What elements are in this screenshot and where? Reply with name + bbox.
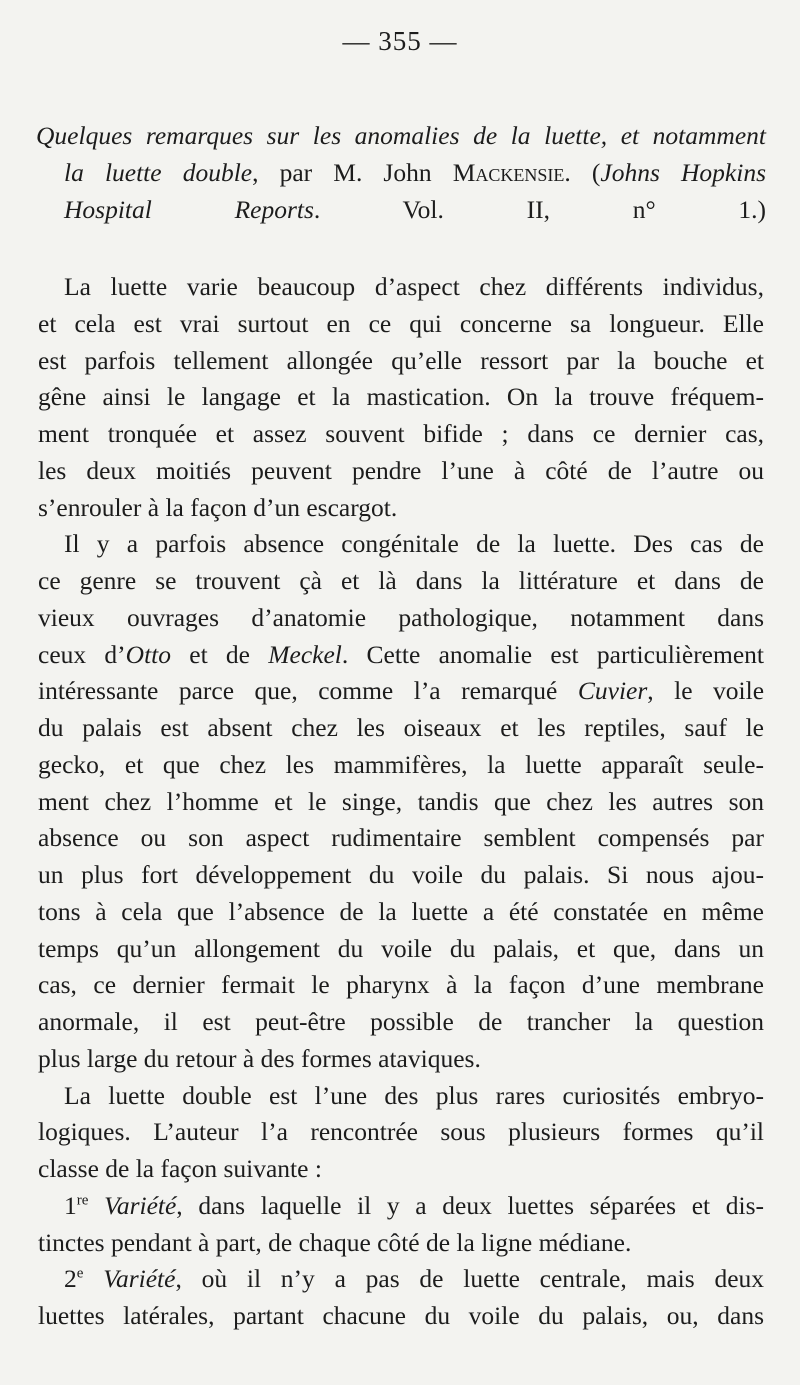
text-line: s’enrouler à la façon d’un escargot.	[38, 492, 398, 522]
variety-number: 1	[64, 1190, 77, 1220]
ordinal-suffix: e	[76, 1265, 84, 1282]
article-title-cont: la luette double	[64, 157, 253, 187]
text-line: les deux moitiés peuvent pendre l’une à côté de l’autre ou	[38, 455, 764, 485]
text-run: , le voile	[647, 676, 765, 706]
name-meckel: Meckel	[268, 639, 342, 669]
text-line: classe de la façon suivante :	[38, 1154, 322, 1183]
page-number: — 355 —	[342, 26, 458, 56]
text-run: , dans laquelle il y a deux luettes séparées et dis-	[176, 1190, 764, 1220]
name-cuvier: Cuvier	[577, 676, 648, 706]
text-line: absence ou son aspect rudimentaire semblent compensés par	[38, 823, 764, 853]
text-line	[38, 1188, 764, 1225]
text-line	[38, 637, 764, 674]
text-line: un plus fort développement du voile du palais. Si nous ajou-	[38, 860, 764, 889]
spacer	[88, 1191, 104, 1220]
text-line: gecko, et que chez les mammifères, la luette apparaît seule-	[38, 749, 764, 779]
text-line: et cela est vrai surtout en ce qui concerne sa longueur. Elle	[38, 308, 764, 338]
text-line: plus large du retour à des formes ataviques.	[38, 1043, 481, 1073]
volume-info: . Vol. II, n° 1.)	[313, 194, 766, 224]
spacer	[83, 1264, 103, 1293]
heading-by: , par M. John	[252, 157, 453, 187]
text-line	[38, 1261, 764, 1298]
text-run: et de	[171, 639, 269, 669]
text-run: ceux d’	[38, 639, 126, 669]
text-line: ment tronquée et assez souvent bifide ; dans ce dernier cas,	[38, 419, 764, 448]
variety-number: 2	[64, 1264, 77, 1294]
heading-line	[36, 192, 766, 229]
text-line: ce genre se trouvent çà et là dans la littérature et dans de	[38, 566, 764, 595]
heading-line	[36, 155, 766, 192]
variety-label: Variété	[104, 1190, 177, 1220]
text-line	[38, 673, 764, 710]
text-run: . Cette anomalie est particulièrement	[341, 639, 764, 669]
text-line: tons à cela que l’absence de la luette a été constatée en même	[38, 896, 764, 926]
text-line: ment chez l’homme et le singe, tandis que chez les autres son	[38, 786, 764, 816]
author-surname: Mackensie	[452, 157, 565, 187]
text-line: est parfois tellement allongée qu’elle ressort par la bouche et	[38, 345, 764, 375]
text-line: vieux ouvrages d’anatomie pathologique, notamment dans	[38, 602, 764, 632]
article-title: Quelques remarques sur les anomalies de la luette, et notamment	[36, 121, 766, 150]
variety-label: Variété	[103, 1264, 176, 1294]
heading-punct: . (	[564, 157, 601, 187]
paragraph	[38, 1078, 764, 1188]
ordinal-suffix: re	[76, 1192, 89, 1209]
text-line: La luette double est l’une des plus rares curiosités embryo-	[64, 1080, 764, 1110]
text-line: tinctes pendant à part, de chaque côté de la ligne médiane.	[38, 1227, 632, 1257]
journal-name: Johns Hopkins	[600, 157, 766, 187]
paragraph	[38, 526, 764, 1077]
body-text	[38, 269, 764, 1335]
text-run: intéressante parce que, comme l’a remarqué	[38, 676, 578, 706]
paragraph	[38, 269, 764, 526]
text-line: La luette varie beaucoup d’aspect chez différents individus,	[64, 272, 764, 301]
text-line: gêne ainsi le langage et la mastication. On la trouve fréquem-	[38, 382, 764, 412]
text-line: du palais est absent chez les oiseaux et les reptiles, sauf le	[38, 713, 764, 742]
text-line: luettes latérales, partant chacune du voile du palais, ou, dans	[38, 1301, 764, 1330]
text-line: anormale, il est peut-être possible de trancher la question	[38, 1007, 764, 1036]
text-line: Il y a parfois absence congénitale de la luette. Des cas de	[64, 529, 764, 559]
text-line: temps qu’un allongement du voile du palais, et que, dans un	[38, 933, 764, 963]
text-run: , où il n’y a pas de luette centrale, mais deux	[175, 1264, 765, 1294]
journal-name-cont: Hospital Reports	[64, 194, 314, 224]
text-line: logiques. L’auteur l’a rencontrée sous plusieurs formes qu’il	[38, 1117, 764, 1147]
text-line: cas, ce dernier fermait le pharynx à la façon d’une membrane	[38, 970, 764, 1000]
article-heading	[36, 118, 766, 228]
name-otto: Otto	[125, 639, 171, 669]
paragraph-variety-2	[38, 1261, 764, 1335]
heading-line	[36, 118, 766, 155]
paragraph-variety-1	[38, 1188, 764, 1262]
